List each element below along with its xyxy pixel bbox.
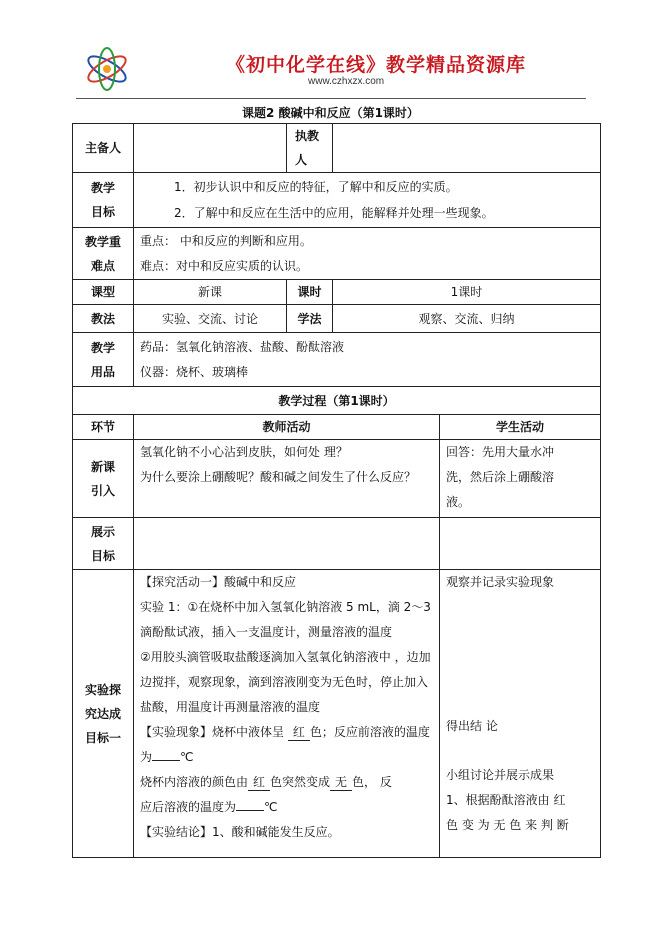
banner-title: 《初中化学在线》教学精品资源库 [226, 54, 527, 76]
supplies-content [134, 333, 601, 387]
method-value: 实验、交流、讨论 [134, 305, 287, 333]
answer-blank [152, 760, 180, 761]
intro-student: 回答：先用大量水冲 洗，然后涂上硼酸溶 液。 [440, 440, 601, 518]
show-goals-row [73, 518, 601, 570]
preparer-value [134, 124, 287, 173]
lesson-plan-table [72, 123, 601, 858]
temperature-line: 为 ℃ [140, 750, 194, 764]
key-points-label: 教学重 难点 [73, 228, 134, 280]
key-points-content [134, 228, 601, 280]
goal-item: 1．初步认识中和反应的特征，了解中和反应的实质。 [174, 180, 458, 194]
phenomenon-line: 【实验现象】烧杯中液体呈 红 色；反应前溶液的温度 [140, 725, 430, 739]
process-header-row [73, 415, 601, 440]
supplies-label: 教学 用品 [73, 333, 134, 387]
header-divider [76, 98, 586, 99]
key-point: 重点： 中和反应的判断和应用。 [140, 233, 312, 248]
preparer-row [73, 124, 601, 173]
banner-url: www.czhxzx.com [308, 76, 385, 87]
teacher-label: 执教人 [287, 124, 333, 173]
goals-label: 教学 目标 [73, 173, 134, 228]
explore-stage: 实验探 究达成 目标一 [73, 570, 134, 858]
method-row [73, 305, 601, 333]
key-points-row [73, 228, 601, 280]
difficult-point: 难点：对中和反应实质的认识。 [140, 258, 309, 273]
col-teacher: 教师活动 [134, 415, 440, 440]
conclusion: 【实验结论】1、酸和碱能发生反应。 [140, 825, 340, 839]
hours-label: 课时 [287, 280, 333, 305]
answer-blank: 红 [288, 725, 310, 741]
after-temperature-line: 应后溶液的温度为 ℃ [140, 800, 278, 814]
type-row [73, 280, 601, 305]
method-label: 教法 [73, 305, 134, 333]
answer-blank: 红 [248, 775, 270, 791]
explore-row [73, 570, 601, 858]
activity-title: 【探究活动一】酸碱中和反应 [140, 575, 297, 589]
explore-student: 观察并记录实验现象 得出结 论 小组讨论并展示成果 1、根据酚酞溶液由 红 色 变 为 无 色 来 判 断 [440, 570, 601, 858]
study-label: 学法 [287, 305, 333, 333]
goal-item: 2．了解中和反应在生活中的应用，能解释并处理一些现象。 [174, 206, 494, 220]
type-value: 新课 [134, 280, 287, 305]
process-title-row [73, 387, 601, 415]
color-change-line: 烧杯内溶液的颜色由 红 色突然变成 无 色， 反 [140, 775, 392, 789]
show-goals-teacher [134, 518, 440, 570]
preparer-label: 主备人 [73, 124, 134, 173]
hours-value: 1课时 [333, 280, 601, 305]
col-stage: 环节 [73, 415, 134, 440]
type-label: 课型 [73, 280, 134, 305]
page-header [76, 40, 586, 98]
atom-logo-icon [82, 46, 132, 92]
show-goals-stage: 展示 目标 [73, 518, 134, 570]
intro-teacher: 氢氧化钠不小心沾到皮肤，如何处 理？ 为什么要涂上硼酸呢？酸和碱之间发生了什么反应？ [134, 440, 440, 518]
answer-blank [236, 810, 264, 811]
intro-stage: 新课 引入 [73, 440, 134, 518]
process-title: 教学过程（第1课时） [73, 387, 601, 415]
lesson-title: 课题2 酸碱中和反应（第1课时） [242, 106, 419, 120]
explore-teacher: 【探究活动一】酸碱中和反应 实验 1：①在烧杯中加入氢氧化钠溶液 5 mL，滴 2～3 滴酚酞试液，插入一支温度计，测量溶液的温度 ②用胶头滴管吸取盐酸逐滴加入氢氧化钠溶液中 ，边加 边搅拌，观察现象，滴到溶液刚变为无色时，停止加入 盐酸，用温度计再测量溶液的温度 【实验现象】烧杯中液体呈 红 色；反应前溶液的温度 为 ℃ 烧杯内溶液的颜色由 红 色突然变成 无 色， 反 应后溶液的温度为 ℃ 【实验结论】1、酸和碱能发生反应。 [134, 570, 440, 858]
answer-blank: 无 [330, 775, 352, 791]
goals-content [134, 173, 601, 228]
study-value: 观察、交流、归纳 [333, 305, 601, 333]
drugs: 药品：氢氧化钠溶液、盐酸、酚酞溶液 [140, 339, 345, 354]
supplies-row [73, 333, 601, 387]
goals-row [73, 173, 601, 228]
instruments: 仪器：烧杯、玻璃棒 [140, 364, 249, 379]
intro-row [73, 440, 601, 518]
show-goals-student [440, 518, 601, 570]
col-student: 学生活动 [440, 415, 601, 440]
teacher-value [333, 124, 601, 173]
